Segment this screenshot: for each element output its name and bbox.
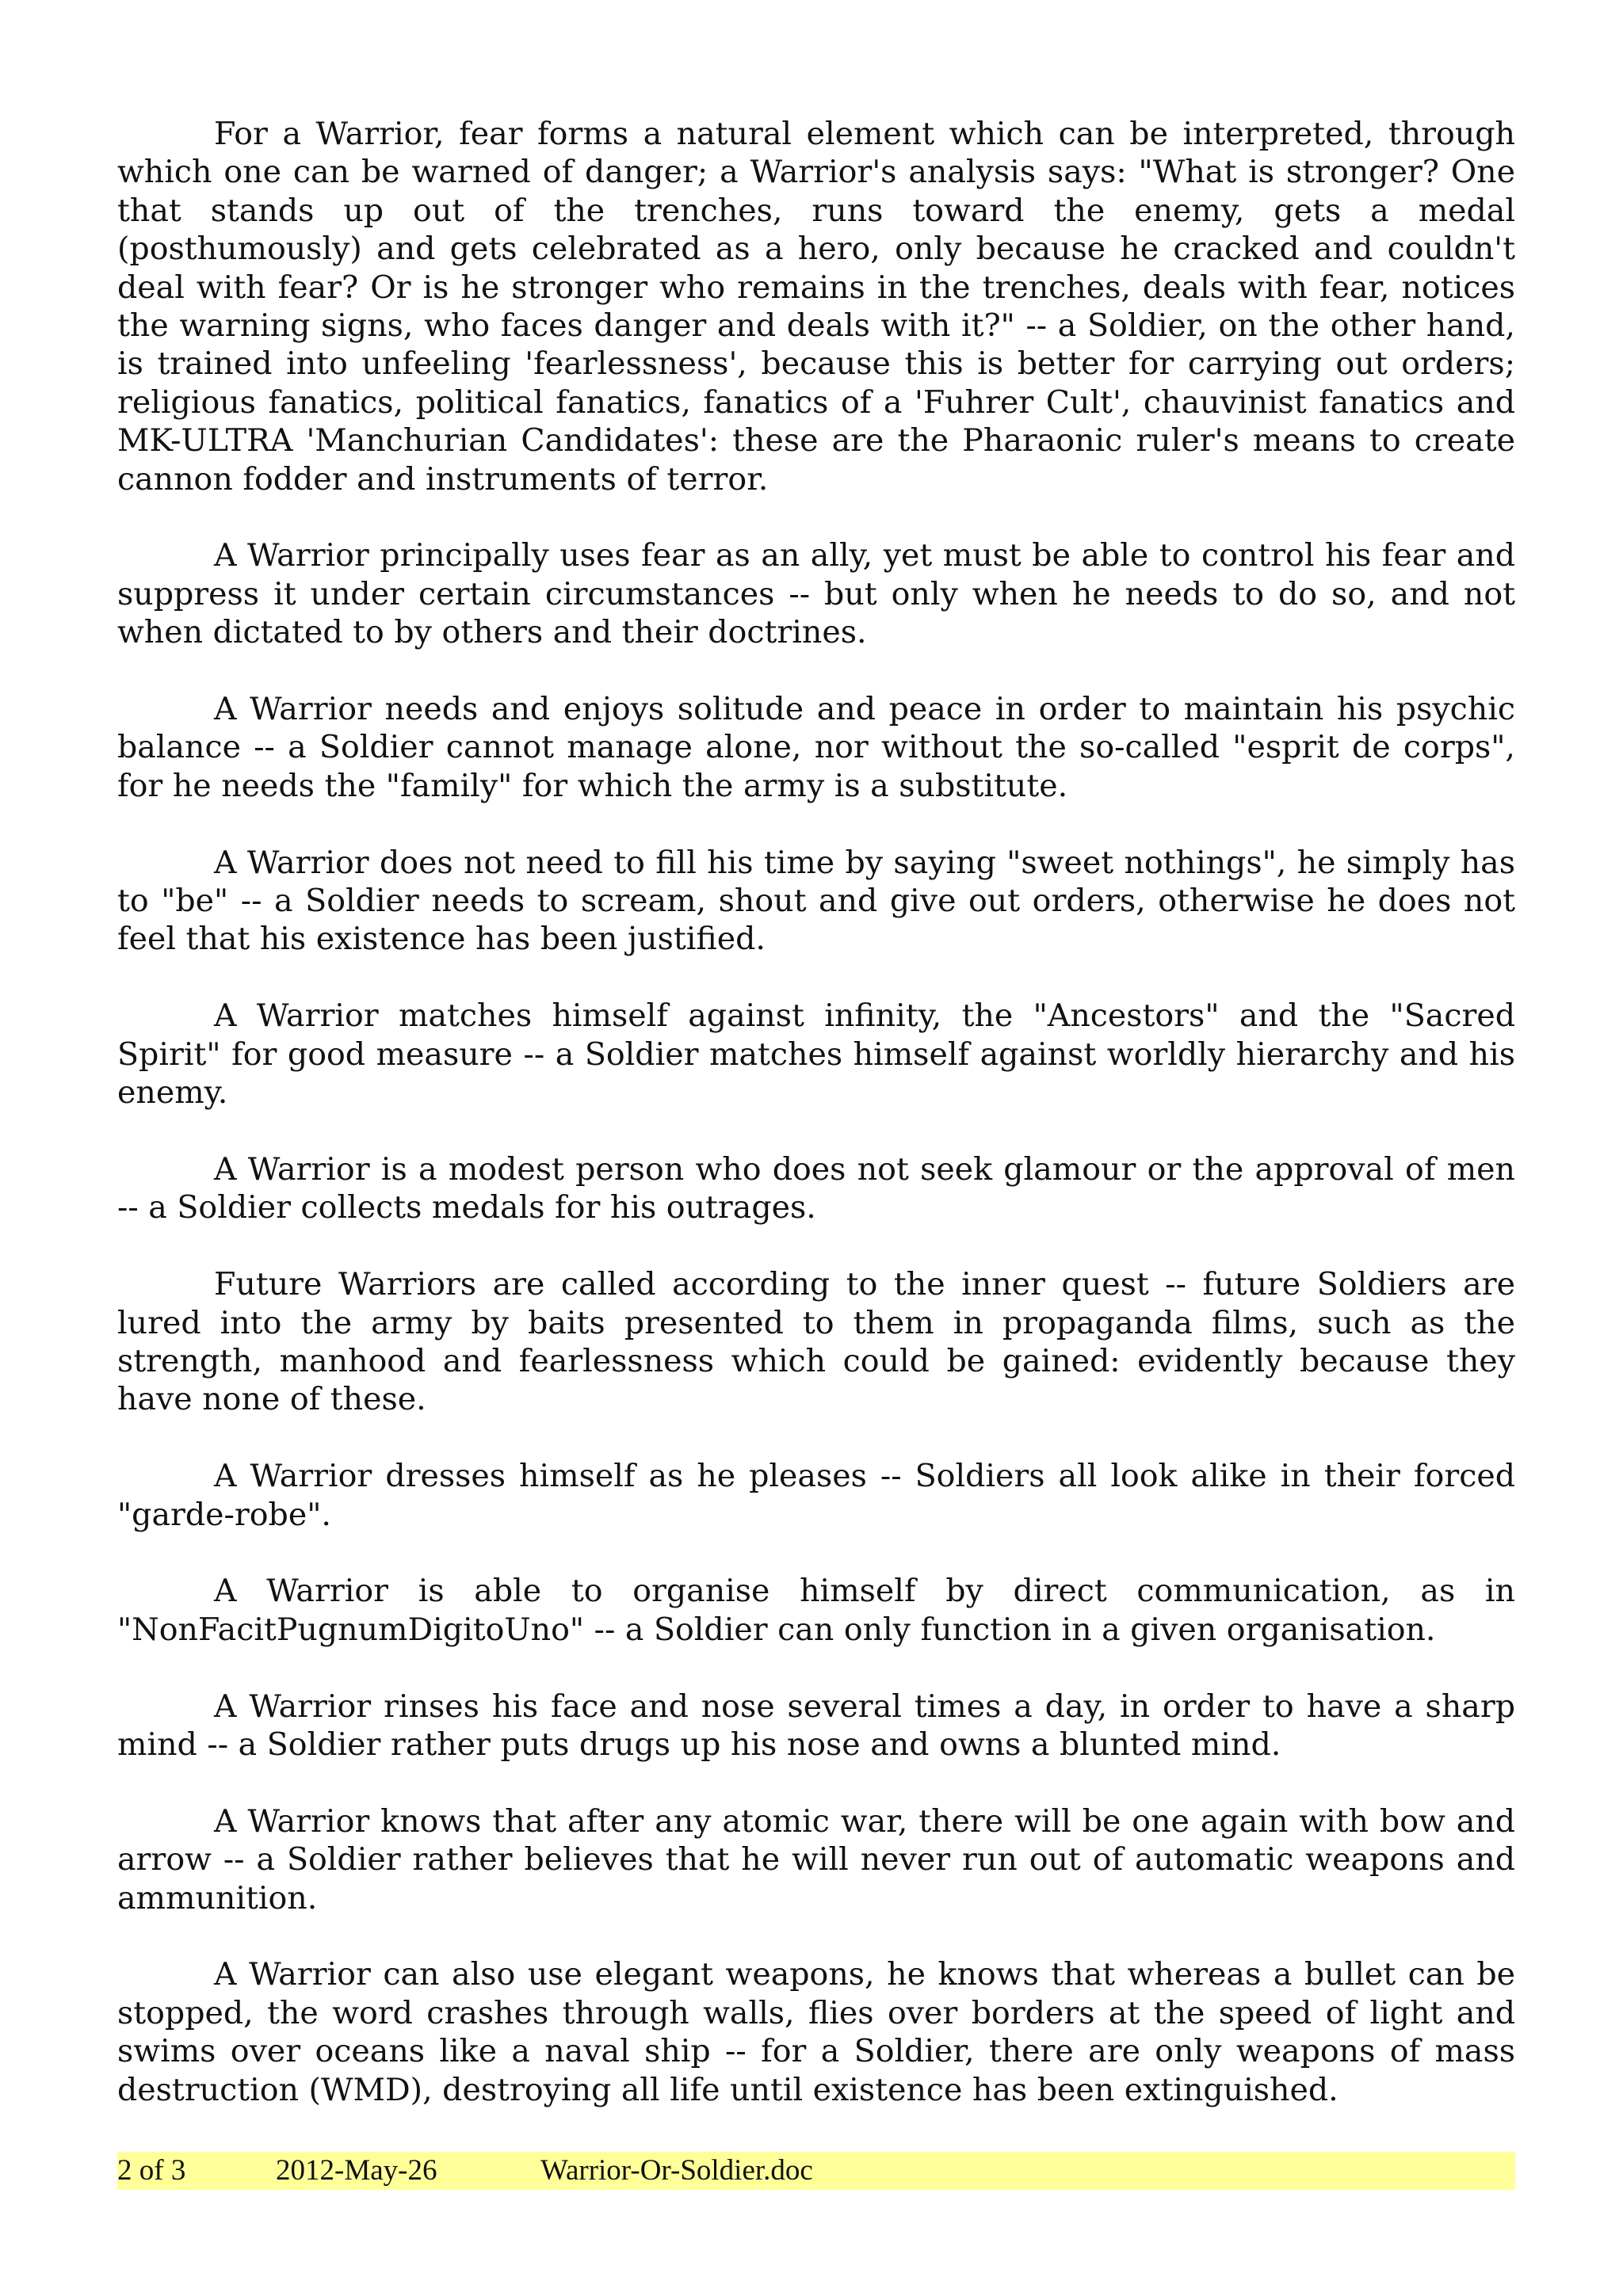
paragraph-sweet-nothings: A Warrior does not need to fill his time by saying "sweet nothings", he simply has to "be" -- a Soldier needs to scream, shout and give out orders, otherwise he does not feel that his existence has been justified. — [117, 844, 1515, 958]
page-footer — [117, 2152, 1515, 2190]
paragraph-fear-ally: A Warrior principally uses fear as an ally, yet must be able to control his fear and suppress it under certain circumstances -- but only when he needs to do so, and not when dictated to by others and their doctrines. — [117, 537, 1515, 651]
paragraph-organisation: A Warrior is able to organise himself by direct communication, as in "NonFacitPugnumDigitoUno" -- a Soldier can only function in a given organisation. — [117, 1573, 1515, 1648]
paragraph-rinses: A Warrior rinses his face and nose several times a day, in order to have a sharp mind -- a Soldier rather puts drugs up his nose and owns a blunted mind. — [117, 1688, 1515, 1763]
paragraph-fear-analysis: For a Warrior, fear forms a natural element which can be interpreted, through which one can be warned of danger; a Warrior's analysis says: "What is stronger? One that stands up out of the trenches, runs toward the enemy, gets a medal (posthumously) and gets celebrated as a hero, only because he cracked and couldn't deal with fear? Or is he stronger who remains in the trenches, deals with fear, notices the warning signs, who faces danger and deals with it?" -- a Soldier, on the other hand, is trained into unfeeling 'fearlessness', because this is better for carrying out orders; religious fanatics, political fanatics, fanatics of a 'Fuhrer Cult', chauvinist fanatics and MK-ULTRA 'Manchurian Candidates': these are the Pharaonic ruler's means to create cannon fodder and instruments of terror. — [117, 116, 1515, 498]
document-body — [117, 115, 1515, 2147]
paragraph-solitude: A Warrior needs and enjoys solitude and peace in order to maintain his psychic balance -- a Soldier cannot manage alone, nor without the so-called "esprit de corps", for he needs the "family" for which the army is a substitute. — [117, 691, 1515, 804]
paragraph-atomic-war: A Warrior knows that after any atomic war, there will be one again with bow and arrow -- a Soldier rather believes that he will never run out of automatic weapons and ammunition. — [117, 1802, 1515, 1917]
paragraph-future-warriors: Future Warriors are called according to the inner quest -- future Soldiers are lured into the army by baits presented to them in propaganda films, such as the strength, manhood and fearlessness which could be gained: evidently because they have none of these. — [117, 1266, 1515, 1418]
footer-date: 2012-May-26 — [276, 2154, 437, 2187]
footer-filename: Warrior-Or-Soldier.doc — [540, 2154, 813, 2187]
paragraph-infinity: A Warrior matches himself against infinity, the "Ancestors" and the "Sacred Spirit" for good measure -- a Soldier matches himself against worldly hierarchy and his enemy. — [117, 997, 1515, 1112]
paragraph-dress: A Warrior dresses himself as he pleases -- Soldiers all look alike in their forced "garde-robe". — [117, 1458, 1515, 1533]
paragraph-elegant-weapons: A Warrior can also use elegant weapons, he knows that whereas a bullet can be stopped, the word crashes through walls, flies over borders at the speed of light and swims over oceans like a naval ship -- for a Soldier, there are only weapons of mass destruction (WMD), destroying all life until existence has been extinguished. — [117, 1956, 1515, 2108]
paragraph-modesty: A Warrior is a modest person who does not seek glamour or the approval of men -- a Soldier collects medals for his outrages. — [117, 1150, 1515, 1226]
footer-page-number: 2 of 3 — [117, 2154, 186, 2187]
